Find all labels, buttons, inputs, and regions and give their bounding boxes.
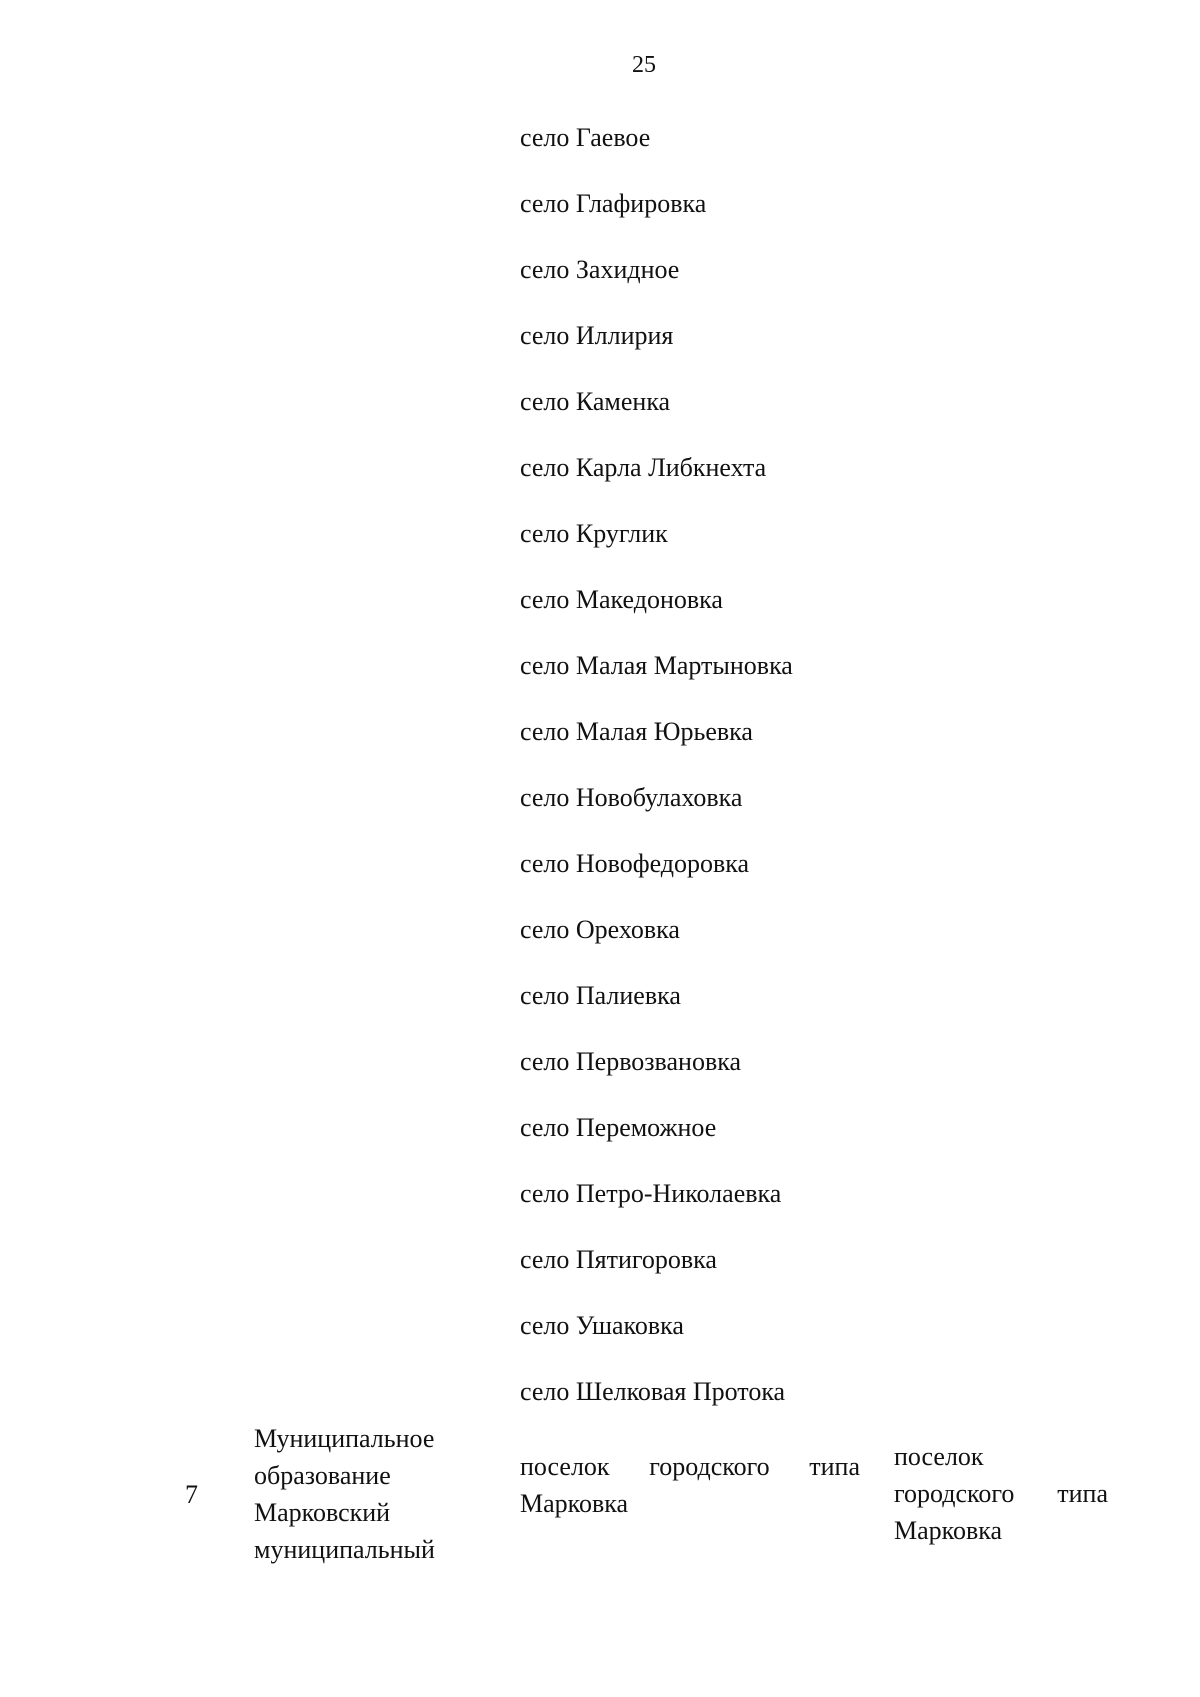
list-item: село Переможное [520, 1113, 717, 1142]
admin-center-word: типа [1057, 1479, 1108, 1508]
municipality-name [254, 1420, 474, 1568]
list-item: село Петро-Николаевка [520, 1179, 782, 1208]
list-item: село Ушаковка [520, 1311, 684, 1340]
admin-center-line: поселок [894, 1442, 984, 1471]
municipality-line: муниципальный [254, 1535, 435, 1564]
admin-center-word: городского [894, 1479, 1015, 1508]
municipality-line: Муниципальное [254, 1424, 435, 1453]
list-item: село Малая Мартыновка [520, 651, 793, 680]
list-item: село Круглик [520, 519, 668, 548]
list-item: село Малая Юрьевка [520, 717, 753, 746]
settlements-list [520, 120, 793, 1440]
list-item: село Шелковая Протока [520, 1377, 786, 1406]
settlement-line: Марковка [520, 1489, 629, 1518]
list-item: село Ореховка [520, 915, 680, 944]
admin-center-line: Марковка [894, 1516, 1003, 1545]
list-item: село Новофедоровка [520, 849, 750, 878]
settlement-cell [520, 1448, 860, 1522]
list-item: село Македоновка [520, 585, 723, 614]
list-item: село Карла Либкнехта [520, 453, 767, 482]
list-item: село Палиевка [520, 981, 681, 1010]
settlement-word: типа [809, 1452, 860, 1481]
list-item: село Гаевое [520, 123, 651, 152]
list-item: село Глафировка [520, 189, 707, 218]
admin-center-line [894, 1475, 1108, 1512]
row-number: 7 [185, 1480, 198, 1509]
list-item: село Первозвановка [520, 1047, 741, 1076]
admin-center-cell [894, 1438, 1108, 1549]
list-item: село Иллирия [520, 321, 674, 350]
settlement-word: поселок [520, 1452, 610, 1481]
list-item: село Захидное [520, 255, 680, 284]
list-item: село Новобулаховка [520, 783, 743, 812]
settlement-word: городского [649, 1452, 770, 1481]
municipality-line: образование [254, 1461, 391, 1490]
list-item: село Пятигоровка [520, 1245, 717, 1274]
municipality-line: Марковский [254, 1498, 391, 1527]
settlement-line [520, 1448, 860, 1485]
page-number: 25 [632, 52, 656, 78]
list-item: село Каменка [520, 387, 671, 416]
